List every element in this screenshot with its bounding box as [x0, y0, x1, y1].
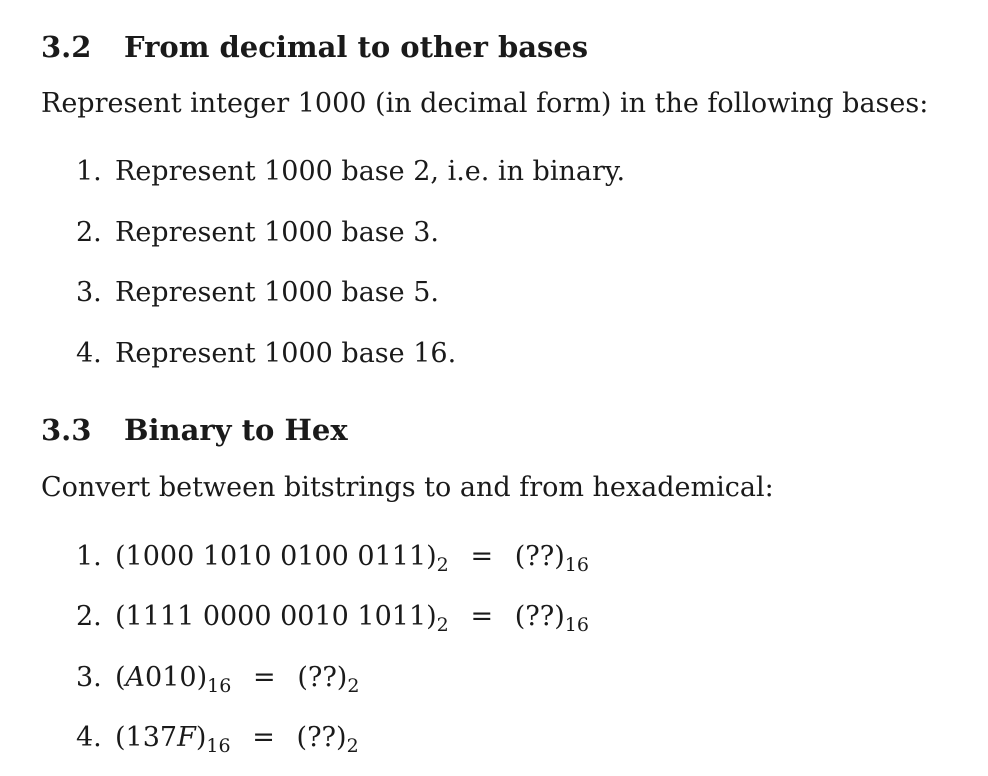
lhs-rest: )	[195, 722, 207, 753]
section-heading-3-2	[41, 30, 588, 64]
list-item	[76, 276, 439, 310]
list-marker: 2.	[76, 601, 102, 632]
lhs-value: (1000 1010 0100 0111)	[115, 541, 437, 572]
equation-lhs	[115, 721, 231, 755]
list-item-text: Represent 1000 base 5.	[115, 277, 439, 308]
section-heading-3-3	[41, 413, 348, 447]
rhs-base: 2	[347, 675, 360, 697]
equals-sign: =	[252, 722, 275, 753]
list-item-text: Represent 1000 base 3.	[115, 217, 439, 248]
rhs-base: 16	[564, 554, 589, 576]
lhs-base: 16	[206, 735, 231, 757]
section-3-2-intro: Represent integer 1000 (in decimal form) in the following bases:	[41, 88, 929, 119]
list-item-text: Represent 1000 base 16.	[115, 338, 457, 369]
rhs-value: (??)	[296, 722, 347, 753]
equation-item	[76, 540, 589, 574]
list-marker: 4.	[76, 338, 102, 369]
lhs-open: (137	[115, 722, 178, 753]
rhs-value: (??)	[514, 601, 565, 632]
lhs-open: (	[115, 662, 126, 693]
equation-lhs	[115, 540, 449, 574]
equals-sign: =	[470, 601, 494, 632]
rhs-base: 2	[346, 735, 359, 757]
list-marker: 3.	[76, 662, 102, 693]
rhs-base: 16	[564, 614, 589, 636]
list-item	[76, 337, 456, 371]
lhs-rest: 010)	[145, 662, 208, 693]
rhs-value: (??)	[297, 662, 348, 693]
section-3-3-intro: Convert between bitstrings to and from hexademical:	[41, 472, 774, 503]
list-marker: 3.	[76, 277, 102, 308]
equation-rhs	[515, 600, 589, 634]
section-number: 3.2	[41, 30, 92, 64]
equation-lhs	[115, 600, 449, 634]
equation-rhs	[297, 661, 359, 695]
list-marker: 1.	[76, 156, 102, 187]
list-item-text: Represent 1000 base 2, i.e. in binary.	[115, 156, 626, 187]
section-title: Binary to Hex	[124, 413, 348, 447]
section-number: 3.3	[41, 413, 92, 447]
lhs-italic-digit: F	[177, 722, 196, 753]
lhs-italic-digit: A	[125, 662, 146, 693]
list-marker: 1.	[76, 541, 102, 572]
lhs-base: 2	[436, 614, 449, 636]
equation-rhs	[515, 540, 589, 574]
equation-rhs	[297, 721, 359, 755]
section-title: From decimal to other bases	[124, 30, 589, 64]
equation-item	[76, 661, 359, 695]
list-item	[76, 155, 625, 189]
rhs-value: (??)	[514, 541, 565, 572]
equals-sign: =	[470, 541, 494, 572]
equation-item	[76, 721, 359, 755]
lhs-value: (1111 0000 0010 1011)	[115, 601, 437, 632]
lhs-base: 16	[207, 675, 232, 697]
equals-sign: =	[253, 662, 276, 693]
list-marker: 2.	[76, 217, 102, 248]
list-item	[76, 216, 439, 250]
equation-item	[76, 600, 589, 634]
lhs-base: 2	[436, 554, 449, 576]
equation-lhs	[115, 661, 231, 695]
list-marker: 4.	[76, 722, 102, 753]
